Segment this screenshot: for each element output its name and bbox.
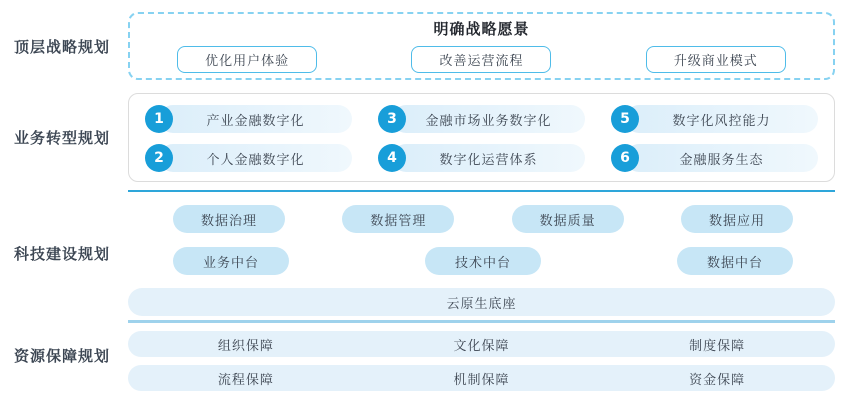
transformation-item-5 <box>611 105 818 133</box>
vision-tag-user-experience: 优化用户体验 <box>177 46 317 73</box>
transformation-label-6: 金融服务生态 <box>625 144 818 172</box>
transformation-item-4 <box>378 144 585 172</box>
cell-process-guarantee: 流程保障 <box>217 372 274 388</box>
number-badge-3: 3 <box>378 105 406 133</box>
band-resource-guarantee <box>0 320 835 391</box>
band-top-strategy <box>0 12 835 80</box>
pill-business-platform: 业务中台 <box>173 247 289 275</box>
number-badge-1: 1 <box>145 105 173 133</box>
resource-bar-1 <box>128 331 835 357</box>
cell-culture-guarantee: 文化保障 <box>453 338 510 354</box>
middle-platform-row <box>128 247 835 275</box>
cloud-native-base-bar: 云原生底座 <box>128 288 835 316</box>
vision-dashed-box <box>128 12 835 80</box>
number-badge-5: 5 <box>611 105 639 133</box>
pill-data-application: 数据应用 <box>681 205 793 233</box>
vision-tag-operations: 改善运营流程 <box>411 46 551 73</box>
band-label-business-transformation: 业务转型规划 <box>14 129 111 147</box>
transformation-item-6 <box>611 144 818 172</box>
band-business-transformation <box>0 93 835 182</box>
transformation-item-1 <box>145 105 352 133</box>
transformation-item-3 <box>378 105 585 133</box>
pill-data-quality: 数据质量 <box>512 205 624 233</box>
band-label-top-strategy: 顶层战略规划 <box>14 37 111 56</box>
pill-data-platform: 数据中台 <box>677 247 793 275</box>
transformation-label-3: 金融市场业务数字化 <box>392 105 585 133</box>
number-badge-4: 4 <box>378 144 406 172</box>
transformation-label-1: 产业金融数字化 <box>159 105 352 133</box>
vision-title: 明确战略愿景 <box>433 19 530 38</box>
resource-bar-2 <box>128 365 835 391</box>
cell-system-guarantee: 制度保障 <box>689 338 746 354</box>
pill-data-management: 数据管理 <box>342 205 454 233</box>
band-technology-construction <box>0 190 835 316</box>
transformation-box <box>128 93 835 182</box>
technology-area <box>128 190 835 316</box>
transformation-label-2: 个人金融数字化 <box>159 144 352 172</box>
cell-funding-guarantee: 资金保障 <box>689 372 746 388</box>
vision-tag-row <box>130 46 833 73</box>
cell-mechanism-guarantee: 机制保障 <box>453 372 510 388</box>
data-capability-row <box>128 205 835 233</box>
band-label-technology-construction: 科技建设规划 <box>14 244 111 263</box>
transformation-label-5: 数字化风控能力 <box>625 105 818 133</box>
number-badge-2: 2 <box>145 144 173 172</box>
transformation-item-2 <box>145 144 352 172</box>
transformation-label-4: 数字化运营体系 <box>392 144 585 172</box>
band-label-resource-guarantee: 资源保障规划 <box>14 347 111 365</box>
pill-data-governance: 数据治理 <box>173 205 285 233</box>
pill-technology-platform: 技术中台 <box>425 247 541 275</box>
number-badge-6: 6 <box>611 144 639 172</box>
vision-tag-business-model: 升级商业模式 <box>646 46 786 73</box>
cell-organization-guarantee: 组织保障 <box>217 338 274 354</box>
resource-area <box>128 320 835 391</box>
